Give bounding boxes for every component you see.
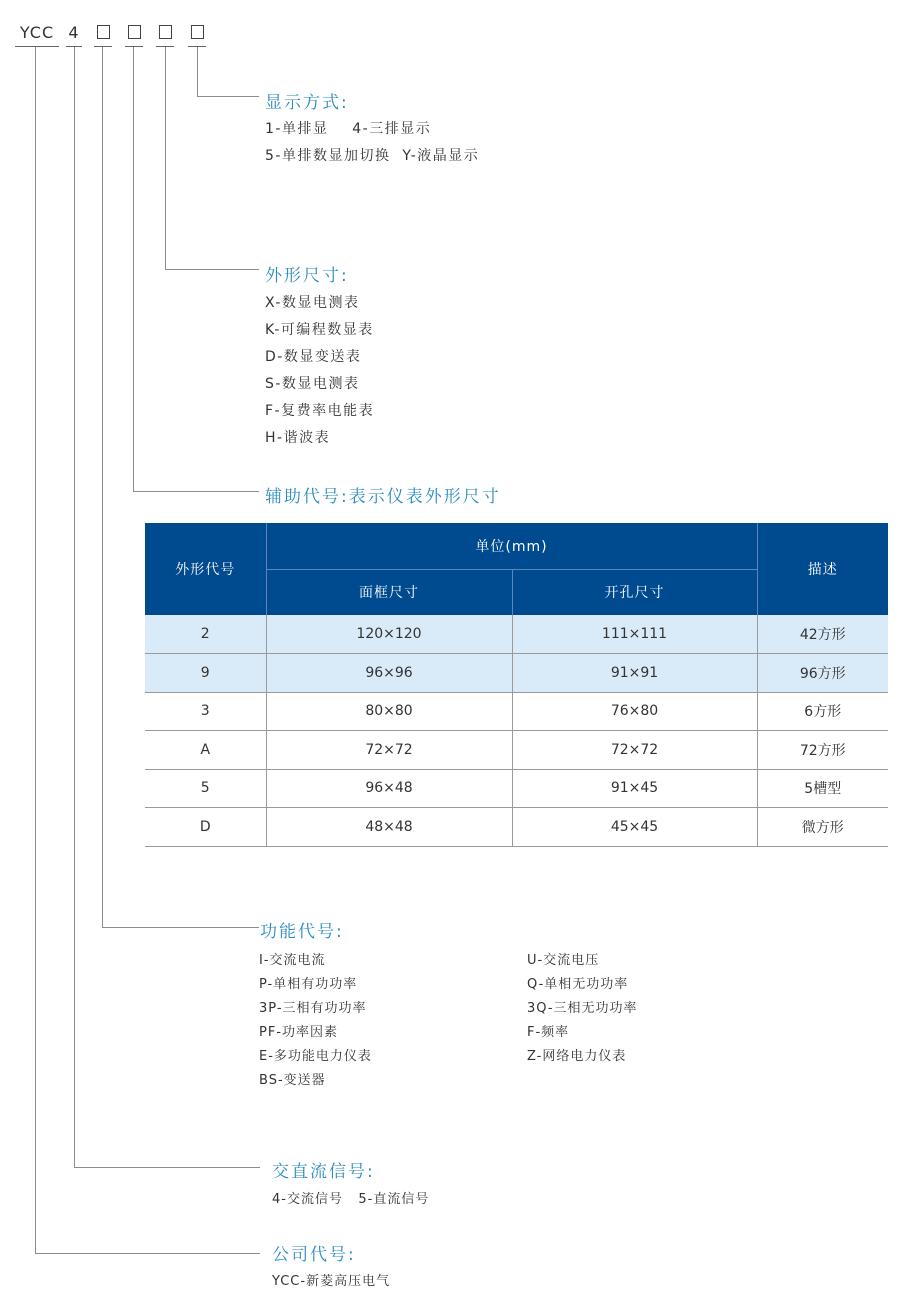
placeholder-box-icon [97, 25, 110, 39]
code-prefix [15, 22, 59, 44]
connector-shape-v [165, 47, 166, 269]
table-row [145, 769, 888, 808]
connector-display-v [197, 47, 198, 96]
header-frame-size: 面框尺寸 [266, 569, 512, 615]
cell-cutout: 91×45 [512, 769, 757, 808]
cell-desc: 5槽型 [757, 769, 888, 808]
cell-cutout: 45×45 [512, 808, 757, 847]
function-code-title: 功能代号: [260, 922, 344, 942]
cell-frame: 96×96 [266, 654, 512, 693]
code-placeholder-4 [188, 22, 206, 44]
connector-shape-h [165, 269, 259, 270]
cell-code: A [145, 731, 266, 770]
header-description: 描述 [757, 523, 888, 615]
display-mode-title: 显示方式: [265, 93, 349, 113]
cell-desc: 6方形 [757, 692, 888, 731]
table-row [145, 731, 888, 770]
connector-aux-v [133, 47, 134, 491]
connector-acdc-h [74, 1167, 260, 1168]
placeholder-box-icon [159, 25, 172, 39]
connector-company-v [35, 47, 36, 1253]
display-mode-line-2: 5-单排数显加切换 Y-液晶显示 [265, 148, 480, 164]
header-unit: 单位(mm) [266, 523, 757, 569]
placeholder-box-icon [191, 25, 204, 39]
table-row [145, 615, 888, 654]
shape-size-item: F-复费率电能表 [265, 403, 375, 419]
shape-size-title: 外形尺寸: [265, 266, 349, 286]
connector-display-h [197, 96, 259, 97]
cell-frame: 80×80 [266, 692, 512, 731]
cell-cutout: 76×80 [512, 692, 757, 731]
code-digit-text: 4 [68, 23, 80, 42]
company-code-title: 公司代号: [272, 1245, 356, 1265]
acdc-signal-title: 交直流信号: [272, 1162, 375, 1182]
connector-function-h [102, 927, 259, 928]
table-row [145, 654, 888, 693]
connector-company-h [35, 1253, 260, 1254]
function-item: U-交流电压 [527, 953, 600, 968]
function-item: BS-变送器 [259, 1073, 326, 1088]
cell-code: 3 [145, 692, 266, 731]
function-item: 3P-三相有功功率 [259, 1001, 367, 1016]
cell-desc: 42方形 [757, 615, 888, 654]
cell-frame: 96×48 [266, 769, 512, 808]
cell-desc: 96方形 [757, 654, 888, 693]
shape-size-item: D-数显变送表 [265, 349, 362, 365]
cell-code: 5 [145, 769, 266, 808]
display-mode-line-1: 1-单排显 4-三排显示 [265, 121, 432, 137]
placeholder-box-icon [128, 25, 141, 39]
shape-size-item: X-数显电测表 [265, 295, 360, 311]
function-item: I-交流电流 [259, 953, 326, 968]
cell-cutout: 111×111 [512, 615, 757, 654]
function-item: 3Q-三相无功功率 [527, 1001, 638, 1016]
cell-frame: 72×72 [266, 731, 512, 770]
code-placeholder-2 [125, 22, 143, 44]
cell-desc: 72方形 [757, 731, 888, 770]
function-item: PF-功率因素 [259, 1025, 339, 1040]
company-code-line: YCC-新菱高压电气 [272, 1274, 391, 1289]
cell-cutout: 91×91 [512, 654, 757, 693]
acdc-signal-line: 4-交流信号 5-直流信号 [272, 1192, 430, 1207]
connector-function-v [102, 47, 103, 927]
aux-code-title: 辅助代号:表示仪表外形尺寸 [265, 487, 501, 507]
cell-code: 2 [145, 615, 266, 654]
header-shape-code: 外形代号 [145, 523, 266, 615]
shape-size-item: H-谐波表 [265, 430, 331, 446]
shape-size-item: K-可编程数显表 [265, 322, 374, 338]
cell-desc: 微方形 [757, 808, 888, 847]
function-item: E-多功能电力仪表 [259, 1049, 372, 1064]
code-digit [66, 22, 82, 44]
dimension-table [145, 523, 888, 847]
table-row [145, 808, 888, 847]
table-row [145, 692, 888, 731]
code-placeholder-3 [156, 22, 174, 44]
function-item: F-频率 [527, 1025, 570, 1040]
connector-acdc-v [74, 47, 75, 1167]
code-prefix-text: YCC [19, 23, 55, 42]
function-item: Q-单相无功功率 [527, 977, 629, 992]
cell-code: D [145, 808, 266, 847]
function-item: Z-网络电力仪表 [527, 1049, 627, 1064]
cell-cutout: 72×72 [512, 731, 757, 770]
header-cutout-size: 开孔尺寸 [512, 569, 757, 615]
connector-aux-h [133, 491, 259, 492]
cell-code: 9 [145, 654, 266, 693]
cell-frame: 120×120 [266, 615, 512, 654]
cell-frame: 48×48 [266, 808, 512, 847]
function-item: P-单相有功功率 [259, 977, 358, 992]
code-placeholder-1 [94, 22, 112, 44]
shape-size-item: S-数显电测表 [265, 376, 360, 392]
